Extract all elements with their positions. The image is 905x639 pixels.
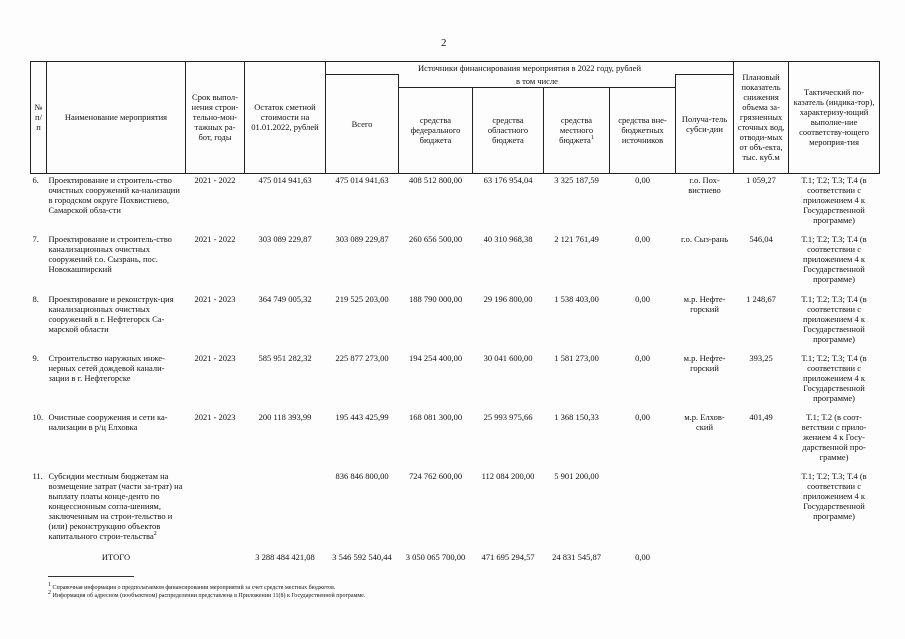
table-row [31, 233, 880, 293]
cell-period [186, 470, 245, 552]
header-name: Наименование мероприятия [47, 62, 186, 174]
cell-federal: 194 254 400,00 [408, 352, 463, 363]
cell-local: 1 368 150,33 [554, 411, 599, 422]
totals-total: 3 546 592 540,44 [332, 551, 392, 562]
cell-regional: 63 176 954,04 [483, 174, 533, 185]
cell-num: 9. [32, 352, 39, 363]
footnote-2-text: Информация об адресном (пообъектном) распределении представлена в Приложении 11(8) к Государственной программе. [52, 593, 366, 599]
cell-federal: 408 512 800,00 [408, 174, 463, 185]
cell-planned: 393,25 [749, 352, 773, 363]
cell-tactical: Т.1; Т.2; Т.3; Т.4 (в соответствии с приложением 4 к Государственной программе) [801, 470, 867, 521]
cell-remainder: 585 951 282,32 [258, 352, 312, 363]
cell-total: 836 846 800,00 [335, 470, 389, 481]
table-row [31, 173, 880, 233]
cell-planned: 546,04 [749, 233, 773, 244]
cell-remainder: 303 089 229,87 [258, 233, 312, 244]
cell-num: 7. [32, 233, 39, 244]
cell-tactical: Т.1; Т.2; Т.3; Т.4 (в соответствии с приложением 4 к Государственной программе) [801, 233, 867, 284]
cell-local: 3 325 187,59 [554, 174, 599, 185]
footnote-separator [48, 576, 134, 577]
table-row [31, 470, 880, 552]
cell-tactical: Т.1; Т.2; Т.3; Т.4 (в соответствии с приложением 4 к Государственной программе) [801, 293, 867, 344]
cell-total: 303 089 229,87 [335, 233, 389, 244]
cell-federal: 260 656 500,00 [408, 233, 463, 244]
cell-extra: 0,00 [635, 411, 650, 422]
header-num: № п/п [31, 62, 47, 174]
cell-local: 2 121 761,49 [554, 233, 599, 244]
header-remainder: Остаток сметной стоимости на 01.01.2022, рублей [245, 62, 326, 174]
cell-recipient: м.р. Нефте-горский [683, 293, 726, 314]
cell-extra [610, 470, 676, 552]
cell-local: 5 901 200,00 [554, 470, 599, 481]
cell-local: 1 581 273,00 [554, 352, 599, 363]
cell-recipient: г.о. Сыз-рань [680, 233, 729, 244]
cell-name: Проектирование и реконструк-ция канализационных очистных сооружений в г. Нефтегорск Са-марской области [48, 293, 174, 334]
cell-total: 195 443 425,99 [335, 411, 389, 422]
cell-tactical: Т.1; Т.2 (в соот-ветствии с прило-жением 4 к Госу-дарственной про-грамме) [801, 411, 867, 462]
cell-num: 8. [32, 293, 39, 304]
cell-name-text: Субсидии местным бюджетам на возмещение затрат (части за-трат) на выплату платы конце-денто по концессионным согла-шениям, заключенным на строи-тельство и (или) реконструкцию объектов капитального строи-тельства [48, 470, 183, 541]
cell-name [47, 470, 186, 552]
header-planned: Плановый показатель снижения объема за-грязненных сточных вод, отводи-мых от объ-екта, тыс. куб.м [734, 62, 789, 174]
cell-period: 2021 - 2023 [194, 411, 236, 422]
header-including: в том числе [399, 75, 676, 88]
cell-federal: 168 081 300,00 [408, 411, 463, 422]
cell-remainder: 475 014 941,63 [258, 174, 312, 185]
header-local [544, 87, 610, 173]
cell-recipient: м.р. Нефте-горский [683, 352, 726, 373]
header-local-sup: 1 [590, 135, 594, 142]
header-extra: средства вне-бюджетных источников [610, 87, 676, 173]
cell-extra: 0,00 [635, 352, 650, 363]
footnote-2 [48, 590, 365, 600]
cell-regional: 30 041 600,00 [483, 352, 533, 363]
cell-regional: 40 310 968,38 [483, 233, 533, 244]
cell-federal: 188 790 000,00 [408, 293, 463, 304]
cell-period: 2021 - 2022 [194, 233, 236, 244]
cell-name: Очистные сооружения и сети ка-нализации в р/ц Елховка [48, 411, 168, 432]
cell-name: Строительство наружных инже-нерных сетей дождевой канали-зации в г. Нефтегорске [48, 352, 165, 383]
cell-num: 11. [32, 470, 43, 481]
cell-remainder: 364 749 005,32 [258, 293, 312, 304]
cell-planned [734, 470, 789, 552]
cell-tactical: Т.1; Т.2; Т.3; Т.4 (в соответствии с приложением 4 к Государственной программе) [801, 174, 867, 225]
totals-federal: 3 050 065 700,00 [405, 551, 466, 562]
cell-name: Проектирование и строитель-ство канализационных очистных сооружений г.о. Сызрань, пос. Новокашпирский [48, 233, 172, 274]
totals-label: ИТОГО [101, 551, 131, 562]
table-row [31, 293, 880, 352]
cell-regional: 112 084 200,00 [481, 470, 535, 481]
header-regional: средства областного бюджета [473, 87, 544, 173]
financing-table [30, 61, 880, 566]
cell-remainder [245, 470, 326, 552]
cell-planned: 401,49 [749, 411, 773, 422]
cell-name-sup: 2 [153, 531, 157, 538]
header-total: Всего [326, 75, 399, 174]
cell-total: 475 014 941,63 [335, 174, 389, 185]
header-sources-group: Источники финансирования мероприятия в 2022 году, рублей [326, 62, 734, 75]
header-local-text: средства местного бюджета [559, 115, 594, 146]
cell-period: 2021 - 2022 [194, 174, 236, 185]
cell-remainder: 200 118 393,99 [258, 411, 312, 422]
table-row [31, 411, 880, 470]
header-federal: средства федерального бюджета [399, 87, 473, 173]
cell-period: 2021 - 2023 [194, 293, 236, 304]
cell-extra: 0,00 [635, 233, 650, 244]
cell-name: Проектирование и строитель-ство очистных сооружений ка-нализации в городском округе Похвистнево, Самарской обла-сти [48, 174, 180, 215]
cell-recipient: г.о. Пох-вистнево [688, 174, 721, 195]
header-recipient: Получа-тель субси-дии [676, 75, 734, 174]
page-number: 2 [441, 37, 447, 49]
cell-period: 2021 - 2023 [194, 352, 236, 363]
footnote-1-text: Справочная информация о предполагаемом финансировании мероприятий за счет средств местных бюджетов. [52, 585, 336, 591]
cell-local: 1 538 403,00 [554, 293, 599, 304]
cell-total: 219 525 203,00 [335, 293, 389, 304]
cell-planned: 1 248,67 [746, 293, 776, 304]
footnote-2-sup: 2 [48, 590, 51, 596]
totals-regional: 471 695 294,57 [481, 551, 535, 562]
header-period: Срок выпол-нения строи-тельно-мон-тажных ра-бот, годы [186, 62, 245, 174]
cell-regional: 25 993 975,66 [483, 411, 533, 422]
footnote-1-sup: 1 [48, 582, 51, 588]
cell-regional: 29 196 800,00 [483, 293, 533, 304]
cell-recipient [676, 470, 734, 552]
totals-remainder: 3 288 484 421,08 [255, 551, 315, 562]
cell-num: 10. [32, 411, 44, 422]
totals-local: 24 831 545,87 [552, 551, 601, 562]
cell-federal: 724 762 600,00 [408, 470, 463, 481]
cell-planned: 1 059,27 [746, 174, 776, 185]
table-row [31, 352, 880, 411]
totals-extra: 0,00 [635, 551, 650, 562]
cell-num: 6. [32, 174, 39, 185]
cell-tactical: Т.1; Т.2; Т.3; Т.4 (в соответствии с приложением 4 к Государственной программе) [801, 352, 867, 403]
header-tactical: Тактический по-казатель (индика-тор), характеризу-ющий выполне-ние соответству-ющего мероприя-тия [789, 62, 880, 174]
cell-extra: 0,00 [635, 174, 650, 185]
totals-row [31, 552, 880, 566]
cell-extra: 0,00 [635, 293, 650, 304]
cell-total: 225 877 273,00 [335, 352, 389, 363]
cell-recipient: м.р. Елхов-ский [684, 411, 725, 432]
